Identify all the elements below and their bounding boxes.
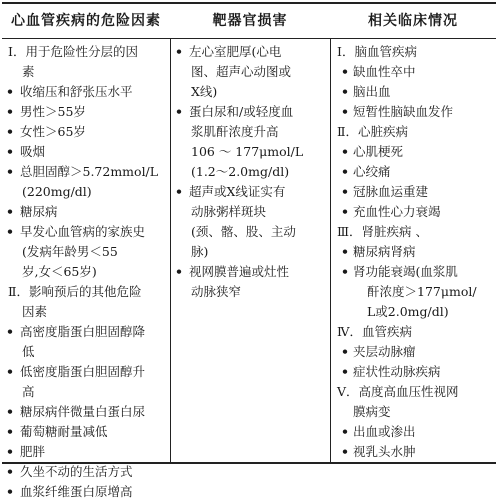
bullet-list-item (331, 262, 495, 282)
table-text-line (331, 282, 495, 302)
cell-text: • 冠脉血运重建 (353, 184, 429, 199)
cell-text: • 女性＞65岁 (20, 124, 86, 139)
cell-text: (发病年龄男＜55 (22, 244, 118, 259)
bullet-list-item (2, 482, 170, 502)
header-clinical-conditions: 相关临床情况 (368, 13, 458, 29)
table-text-line (2, 62, 170, 82)
cell-text: 图、超声心动图或 (191, 64, 292, 79)
cell-text: 因素 (22, 304, 48, 319)
cell-text: • 心绞痛 (353, 164, 391, 179)
cell-text: (1.2～2.0mg/dl) (191, 164, 290, 179)
cell-text: Ⅱ．影响预后的其他危险 (8, 284, 142, 299)
cell-text: • 男性＞55岁 (20, 104, 86, 119)
cell-text: 脉) (191, 244, 209, 259)
cell-text: • 夹层动脉瘤 (353, 344, 416, 359)
bullet-list-item (331, 442, 495, 462)
cell-text: (220mg/dl) (22, 184, 92, 199)
header-risk-factors: 心血管疾病的危险因素 (11, 13, 161, 29)
bullet-list-item (2, 462, 170, 482)
cell-text: • 高密度脂蛋白胆固醇降 (20, 324, 146, 339)
table-text-line (2, 262, 170, 282)
cell-text: (颈、髂、股、主动 (191, 224, 296, 239)
bullet-list-item (171, 262, 331, 282)
cell-text: • 出血或渗出 (353, 424, 416, 439)
cell-text: • 视网膜普遍或灶性 (189, 264, 290, 279)
header-target-organ-damage: 靶器官损害 (212, 13, 288, 29)
cell-text: Ⅲ．肾脏疾病 、 (337, 224, 429, 239)
cell-text: L或2.0mg/dl) (367, 304, 449, 319)
bullet-list-item (2, 202, 170, 222)
table-text-line (2, 382, 170, 402)
cell-text: 低 (22, 344, 35, 359)
table-text-line (171, 242, 331, 262)
bullet-list-item (171, 182, 331, 202)
bullet-list-item (331, 182, 495, 202)
bullet-list-item (331, 62, 495, 82)
cell-text: • 低密度脂蛋白胆固醇升 (20, 364, 146, 379)
cell-text: • 短暂性脑缺血发作 (353, 104, 454, 119)
cell-text: • 充血性心力衰竭 (353, 204, 441, 219)
bullet-list-item (2, 442, 170, 462)
cell-text: • 久坐不动的生活方式 (20, 464, 133, 479)
table-text-line (171, 202, 331, 222)
cell-text: 浆肌酐浓度升高 (191, 124, 279, 139)
table-text-line (331, 222, 495, 242)
cell-text: 膜病变 (353, 404, 391, 419)
table-text-line (2, 302, 170, 322)
table-text-line (331, 302, 495, 322)
table-text-line (331, 322, 495, 342)
bullet-list-item (331, 142, 495, 162)
cell-text: • 吸烟 (20, 144, 46, 159)
cell-text: • 总胆固醇＞5.72mmol/L (20, 164, 159, 179)
bullet-list-item (2, 82, 170, 102)
cell-text: 酐浓度＞177μmol/ (367, 284, 477, 299)
cell-text: 高 (22, 384, 35, 399)
cell-text: • 葡萄糖耐量减低 (20, 424, 108, 439)
cell-text: • 肾功能衰竭(血浆肌 (353, 264, 458, 279)
column-clinical-conditions (330, 38, 495, 462)
cell-text: • 蛋白尿和/或轻度血 (189, 104, 294, 119)
cell-text: Ⅰ．脑血管疾病 (337, 44, 417, 59)
table-text-line (331, 382, 495, 402)
cell-text: Ⅰ．用于危险性分层的因 (8, 44, 138, 59)
bullet-list-item (331, 202, 495, 222)
bullet-list-item (2, 402, 170, 422)
table-text-line (171, 122, 331, 142)
cell-text: Ⅴ．高度高血压性视网 (337, 384, 459, 399)
bullet-list-item (2, 422, 170, 442)
bullet-list-item (331, 82, 495, 102)
bullet-list-item (2, 162, 170, 182)
cell-text: • 脑出血 (353, 84, 391, 99)
bullet-list-item (331, 102, 495, 122)
table-text-line (2, 42, 170, 62)
bullet-list-item (331, 242, 495, 262)
bullet-list-item (171, 102, 331, 122)
bullet-list-item (2, 362, 170, 382)
bullet-list-item (2, 102, 170, 122)
cell-text: 素 (22, 64, 35, 79)
column-risk-factors (2, 38, 170, 499)
table-text-line (171, 282, 331, 302)
bullet-list-item (331, 342, 495, 362)
cell-text: • 肥胖 (20, 444, 46, 459)
cell-text: • 糖尿病伴微量白蛋白尿 (20, 404, 146, 419)
table-text-line (2, 182, 170, 202)
table-text-line (331, 402, 495, 422)
bullet-list-item (2, 142, 170, 162)
bullet-list-item (171, 42, 331, 62)
cell-text: Ⅱ．心脏疾病 (337, 124, 408, 139)
cell-text: • 视乳头水肿 (353, 444, 416, 459)
table-text-line (171, 82, 331, 102)
cell-text: • 缺血性卒中 (353, 64, 416, 79)
table-text-line (2, 342, 170, 362)
bullet-list-item (2, 222, 170, 242)
cell-text: • 糖尿病肾病 (353, 244, 416, 259)
cell-text: • 糖尿病 (20, 204, 58, 219)
cell-text: • 血浆纤维蛋白原增高 (20, 484, 133, 499)
table-text-line (171, 142, 331, 162)
bullet-list-item (2, 122, 170, 142)
table-text-line (2, 242, 170, 262)
cell-text: • 早发心血管病的家族史 (20, 224, 146, 239)
cell-text: X线) (191, 84, 218, 99)
table-text-line (2, 282, 170, 302)
bullet-list-item (2, 322, 170, 342)
cell-text: • 超声或X线证实有 (189, 184, 286, 199)
bullet-list-item (331, 162, 495, 182)
column-target-organ-damage (170, 38, 331, 462)
risk-factor-table (2, 2, 496, 499)
bullet-list-item (331, 362, 495, 382)
table-text-line (331, 122, 495, 142)
cell-text: • 左心室肥厚(心电 (189, 44, 282, 59)
table-header-row (2, 4, 496, 39)
table-text-line (331, 42, 495, 62)
cell-text: • 心肌梗死 (353, 144, 404, 159)
cell-text: 动脉粥样斑块 (191, 204, 267, 219)
cell-text: 106 ～ 177μmol/L (191, 144, 304, 159)
cell-text: 岁,女＜65岁) (22, 264, 97, 279)
table-text-line (171, 222, 331, 242)
table-text-line (171, 162, 331, 182)
cell-text: • 收缩压和舒张压水平 (20, 84, 133, 99)
cell-text: 动脉狭窄 (191, 284, 242, 299)
cell-text: • 症状性动脉疾病 (353, 364, 441, 379)
cell-text: Ⅳ．血管疾病 (337, 324, 412, 339)
table-text-line (171, 62, 331, 82)
bullet-list-item (331, 422, 495, 442)
